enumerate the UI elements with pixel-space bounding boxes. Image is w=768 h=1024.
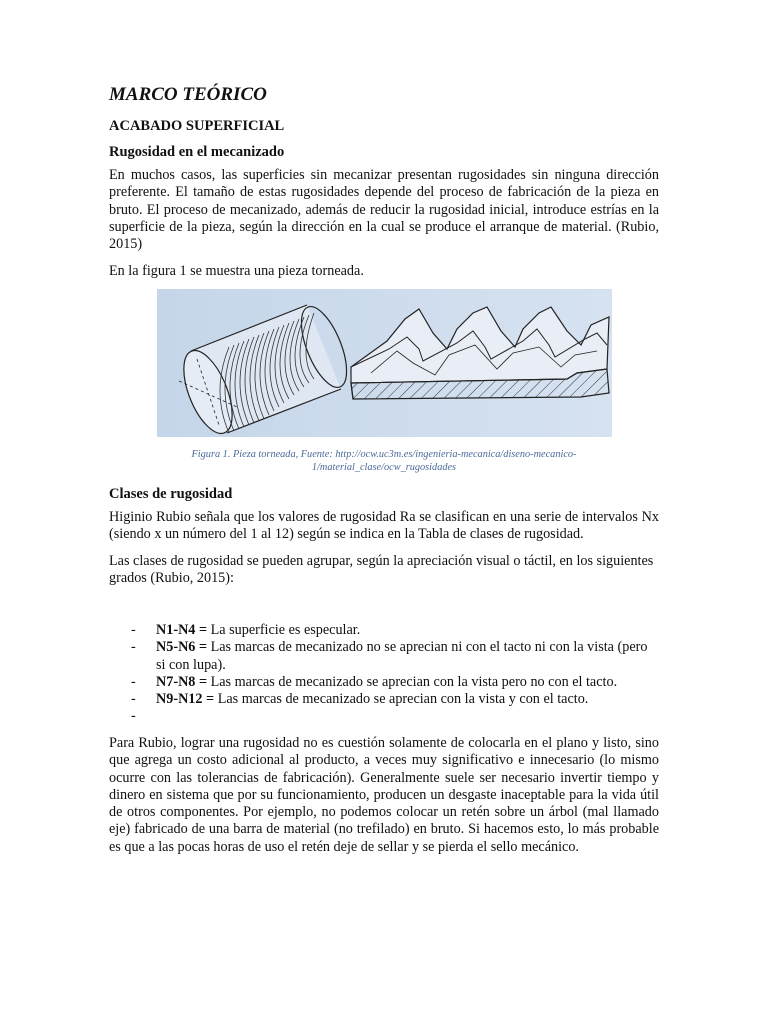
paragraph-grados: Las clases de rugosidad se pueden agrupar, según la apreciación visual o táctil, en los siguientes grados (Rubio, 2015):	[109, 553, 654, 587]
roughness-grades-list	[109, 622, 659, 726]
turned-part-figure	[157, 289, 612, 437]
subheading-rugosidad-mecanizado: Rugosidad en el mecanizado	[109, 144, 285, 160]
list-item: - N5-N6 = Las marcas de mecanizado no se aprecian ni con el tacto ni con la vista (pero si con lupa).	[131, 639, 648, 673]
paragraph-figure-ref: En la figura 1 se muestra una pieza torneada.	[109, 263, 364, 279]
paragraph-conclusion: Para Rubio, lograr una rugosidad no es cuestión solamente de colocarla en el plano y listo, sino que agrega un costo adicional al producto, a veces muy significativo e innecesario (lo mismo ocurre con las tolerancias de fabricación). Generalmente suele ser necesario invertir tiempo y dinero en sistema que por su funcionamiento, producen un desgaste inaceptable para la vida útil de otros componentes. Por ejemplo, no podemos colocar un retén sobre un árbol (mal llamado eje) fabricado de una barra de material (no trefilado) en bruto. Si hacemos esto, lo más probable es que a las pocas horas de uso el retén deje de sellar y se pierda el sello mecánico.	[109, 735, 659, 855]
list-item: - N9-N12 = Las marcas de mecanizado se aprecian con la vista y con el tacto.	[131, 691, 589, 708]
list-item: - N7-N8 = Las marcas de mecanizado se aprecian con la vista pero no con el tacto.	[131, 673, 618, 690]
paragraph-clasificacion: Higinio Rubio señala que los valores de rugosidad Ra se clasifican en una serie de intervalos Nx (siendo x un número del 1 al 12) según se indica en la Tabla de clases de rugosidad.	[109, 509, 659, 543]
list-item: - N1-N4 = La superficie es especular.	[131, 622, 361, 638]
subheading-clases-rugosidad: Clases de rugosidad	[109, 486, 233, 502]
figure-caption: Figura 1. Pieza torneada, Fuente: http://ocw.uc3m.es/ingenieria-mecanica/diseno-mecanico-1/material_clase/ocw_rugosidades	[191, 449, 577, 473]
section-heading: ACABADO SUPERFICIAL	[109, 118, 285, 134]
list-item: -	[131, 708, 136, 725]
paragraph-intro: En muchos casos, las superficies sin mecanizar presentan rugosidades sin ninguna dirección preferente. El tamaño de estas rugosidades depende del proceso de fabricación de la pieza en bruto. El proceso de mecanizado, además de reducir la rugosidad inicial, introduce estrías en la superficie de la pieza, según la dirección en la cual se produce el arranque de material. (Rubio, 2015)	[109, 167, 659, 253]
page-title: MARCO TEÓRICO	[109, 84, 267, 105]
